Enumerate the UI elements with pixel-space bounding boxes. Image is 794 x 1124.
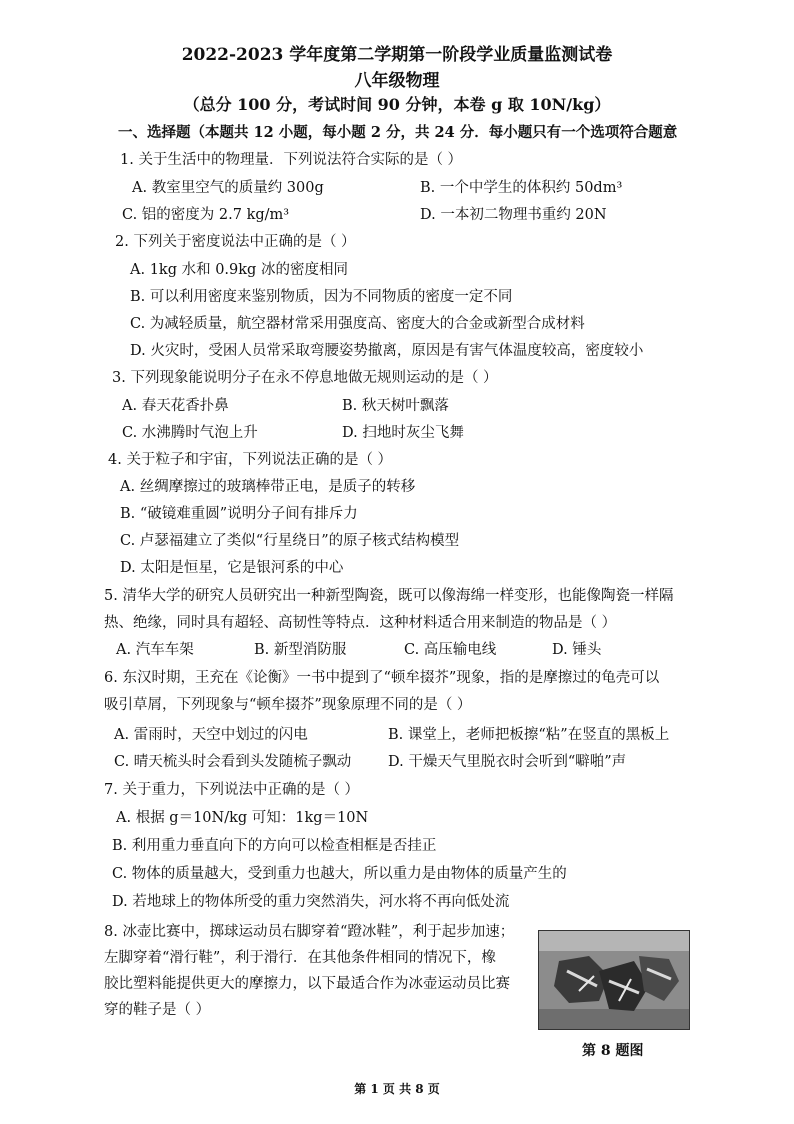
q8-stem-line1: 8. 冰壶比赛中，掷球运动员右脚穿着“蹬冰鞋”，利于起步加速； xyxy=(104,924,515,940)
q7-option-b: B. 利用重力垂直向下的方向可以检查相框是否挂正 xyxy=(112,838,437,854)
q3-option-c: C. 水沸腾时气泡上升 xyxy=(122,425,258,441)
q5-stem-line1: 5. 清华大学的研究人员研究出一种新型陶瓷，既可以像海绵一样变形，也能像陶瓷一样隔 xyxy=(104,588,674,604)
q5-option-c: C. 高压输电线 xyxy=(404,642,497,658)
curling-shoes-image xyxy=(539,931,689,1029)
q5-option-a: A. 汽车车架 xyxy=(116,642,194,658)
q7-option-d: D. 若地球上的物体所受的重力突然消失，河水将不再向低处流 xyxy=(112,894,510,910)
q5-option-b: B. 新型消防服 xyxy=(254,642,347,658)
q4-option-a: A. 丝绸摩擦过的玻璃棒带正电，是质子的转移 xyxy=(120,479,416,495)
q7-option-a: A. 根据 g＝10N/kg 可知：1kg＝10N xyxy=(116,810,369,826)
q2-stem: 2. 下列关于密度说法中正确的是（ ） xyxy=(115,234,356,250)
q4-stem: 4. 关于粒子和宇宙，下列说法正确的是（ ） xyxy=(108,452,393,468)
exam-info: （总分 100 分，考试时间 90 分钟，本卷 g 取 10N/kg） xyxy=(183,95,611,114)
q8-stem-line4: 穿的鞋子是（ ） xyxy=(104,1002,211,1018)
q7-option-c: C. 物体的质量越大，受到重力也越大，所以重力是由物体的质量产生的 xyxy=(112,866,567,882)
curling-photo xyxy=(538,930,690,1030)
q3-option-d: D. 扫地时灰尘飞舞 xyxy=(342,425,464,441)
q1-stem: 1. 关于生活中的物理量．下列说法符合实际的是（ ） xyxy=(120,152,463,168)
q1-option-d: D. 一本初二物理书重约 20N xyxy=(420,207,607,223)
figure-caption: 第 8 题图 xyxy=(582,1043,644,1059)
q6-stem-line2: 吸引草屑，下列现象与“顿牟掇芥”现象原理不同的是（ ） xyxy=(104,697,472,713)
q7-stem: 7. 关于重力，下列说法中正确的是（ ） xyxy=(104,782,360,798)
q4-option-b: B. “破镜难重圆”说明分子间有排斥力 xyxy=(120,506,358,522)
q3-option-a: A. 春天花香扑鼻 xyxy=(122,398,229,414)
q6-option-b: B. 课堂上，老师把板擦“粘”在竖直的黑板上 xyxy=(388,727,670,743)
section-heading: 一、选择题（本题共 12 小题，每小题 2 分，共 24 分．每小题只有一个选项符合题意 xyxy=(118,124,678,141)
q4-option-d: D. 太阳是恒星，它是银河系的中心 xyxy=(120,560,344,576)
q8-stem-line3: 胶比塑料能提供更大的摩擦力，以下最适合作为冰壶运动员比赛 xyxy=(104,976,510,992)
q2-option-b: B. 可以利用密度来鉴别物质，因为不同物质的密度一定不同 xyxy=(130,289,513,305)
q5-stem-line2: 热、绝缘，同时具有超轻、高韧性等特点．这种材料适合用来制造的物品是（ ） xyxy=(104,615,617,631)
exam-title: 2022-2023 学年度第二学期第一阶段学业质量监测试卷 xyxy=(181,45,613,65)
q3-stem: 3. 下列现象能说明分子在永不停息地做无规则运动的是（ ） xyxy=(112,370,498,386)
q1-option-a: A. 教室里空气的质量约 300g xyxy=(132,180,324,196)
q2-option-a: A. 1kg 水和 0.9kg 冰的密度相同 xyxy=(130,262,348,278)
q1-option-b: B. 一个中学生的体积约 50dm³ xyxy=(420,180,623,196)
subject-title: 八年级物理 xyxy=(354,71,440,91)
q6-option-a: A. 雷雨时，天空中划过的闪电 xyxy=(114,727,308,743)
q5-option-d: D. 锤头 xyxy=(552,642,602,658)
q8-stem-line2: 左脚穿着“滑行鞋”，利于滑行．在其他条件相同的情况下，橡 xyxy=(104,950,496,966)
q4-option-c: C. 卢瑟福建立了类似“行星绕日”的原子核式结构模型 xyxy=(120,533,460,549)
q1-option-c: C. 铝的密度为 2.7 kg/m³ xyxy=(122,207,290,223)
q6-stem-line1: 6. 东汉时期，王充在《论衡》一书中提到了“顿牟掇芥”现象，指的是摩擦过的龟壳可以 xyxy=(104,670,660,686)
q6-option-d: D. 干燥天气里脱衣时会听到“噼啪”声 xyxy=(388,754,627,770)
page-footer: 第 1 页 共 8 页 xyxy=(354,1082,440,1096)
q3-option-b: B. 秋天树叶飘落 xyxy=(342,398,449,414)
q2-option-c: C. 为减轻质量，航空器材常采用强度高、密度大的合金或新型合成材料 xyxy=(130,316,585,332)
q2-option-d: D. 火灾时，受困人员常采取弯腰姿势撤离，原因是有害气体温度较高，密度较小 xyxy=(130,343,644,359)
q6-option-c: C. 晴天梳头时会看到头发随梳子飘动 xyxy=(114,754,352,770)
